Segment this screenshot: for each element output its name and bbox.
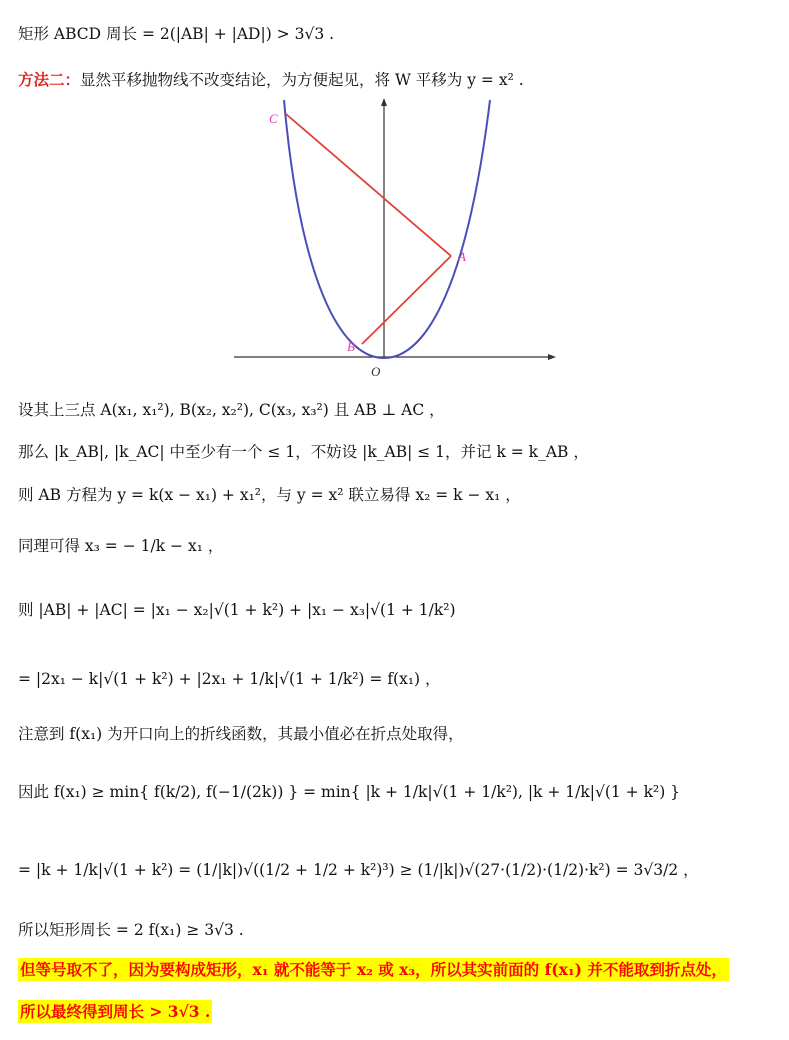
highlight-text-1: 但等号取不了，因为要构成矩形，x₁ 就不能等于 x₂ 或 x₃，所以其实前面的 f(x₁) 并不能取到折点处， bbox=[20, 960, 727, 979]
line-f-definition: = |2x₁ − k|√(1 + k²) + |2x₁ + 1/k|√(1 + 1/k²) = f(x₁) ， bbox=[18, 670, 441, 688]
line-ab-equation: 则 AB 方程为 y = k(x − x₁) + x₁²，与 y = x² 联立易得 x₂ = k − x₁ ， bbox=[18, 486, 521, 504]
line-piecewise-note: 注意到 f(x₁) 为开口向上的折线函数，其最小值必在折点处取得， bbox=[18, 725, 464, 743]
line-rectangle-perimeter: 矩形 ABCD 周长 = 2(|AB| + |AD|) > 3√3 . bbox=[18, 25, 335, 43]
highlight-text-2: 所以最终得到周长 > 3√3 . bbox=[20, 1002, 211, 1021]
point-label-A: A bbox=[458, 249, 466, 264]
line-am-gm: = |k + 1/k|√(1 + k²) = (1/|k|)√((1/2 + 1/2 + k²)³) ≥ (1/|k|)√(27·(1/2)·(1/2)·k²) = 3√3/2 ， bbox=[18, 861, 699, 879]
point-label-B: B bbox=[347, 339, 355, 354]
point-label-C: C bbox=[269, 111, 278, 126]
segment-AB bbox=[362, 256, 451, 344]
line-three-points: 设其上三点 A(x₁, x₁²), B(x₂, x₂²), C(x₃, x₃²) 且 AB ⊥ AC ， bbox=[18, 401, 445, 419]
method-two-text: 显然平移抛物线不改变结论，为方便起见，将 W 平移为 y = x² . bbox=[80, 71, 524, 89]
line-slopes: 那么 |k_AB|, |k_AC| 中至少有一个 ≤ 1，不妨设 |k_AB| ≤ 1，并记 k = k_AB ， bbox=[18, 443, 589, 461]
method-two-label: 方法二： bbox=[18, 70, 81, 89]
highlight-line-1 bbox=[18, 958, 729, 980]
y-axis-arrow-icon bbox=[381, 98, 387, 106]
x-axis-arrow-icon bbox=[548, 354, 556, 360]
origin-label: O bbox=[371, 364, 381, 379]
line-perimeter-bound: 所以矩形周长 = 2 f(x₁) ≥ 3√3 . bbox=[18, 921, 244, 939]
line-min-expression: 因此 f(x₁) ≥ min{ f(k/2), f(−1/(2k)) } = min{ |k + 1/k|√(1 + 1/k²), |k + 1/k|√(1 + k²) } bbox=[18, 783, 681, 801]
line-ab-ac-sum: 则 |AB| + |AC| = |x₁ − x₂|√(1 + k²) + |x₁ − x₃|√(1 + 1/k²) bbox=[18, 601, 456, 619]
highlight-line-2 bbox=[18, 1000, 212, 1022]
line-x3: 同理可得 x₃ = − 1/k − x₁ ， bbox=[18, 537, 224, 555]
segment-AC bbox=[286, 114, 451, 256]
